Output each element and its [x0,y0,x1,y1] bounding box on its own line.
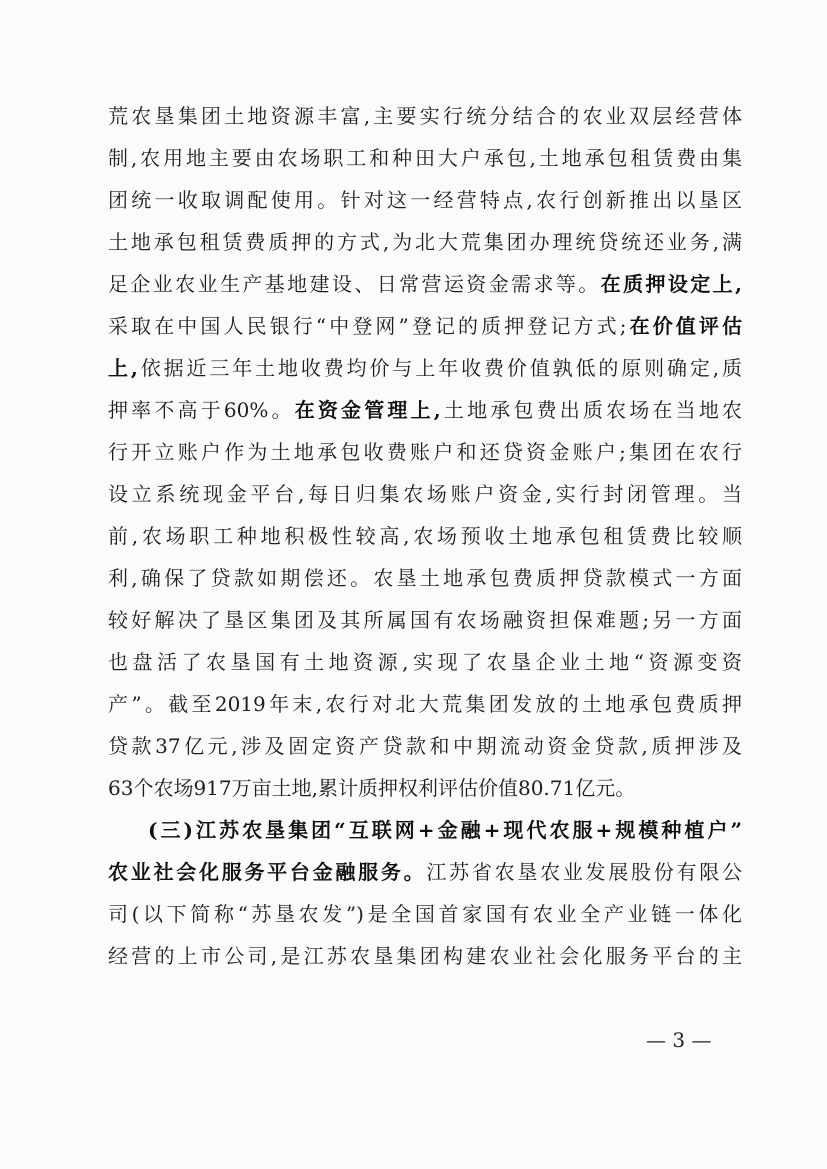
text-segment: 贷款37亿元,涉及固定资产贷款和中期流动资金贷款,质押涉及 [108,734,742,758]
text-line [108,767,742,809]
text-segment: 前,农场职工种地积极性较高,农场预收土地承包租赁费比较顺 [108,524,742,548]
text-segment: 土地承包租赁费质押的方式,为北大荒集团办理统贷统还业务,满 [108,230,742,254]
document-body [108,95,742,977]
text-line [108,473,742,515]
text-segment: 设立系统现金平台,每日归集农场账户资金,实行封闭管理。当 [108,482,742,506]
text-segment: 利,确保了贷款如期偿还。农垦土地承包费质押贷款模式一方面 [108,566,742,590]
text-segment: 押率不高于60%。 [108,398,295,422]
text-line [108,851,742,893]
text-segment: 63个农场917万亩土地,累计质押权利评估价值80.71亿元。 [108,776,636,800]
text-line [108,263,742,305]
text-segment: 行开立账户作为土地承包收费账户和还贷资金账户;集团在农行 [108,440,742,464]
text-segment: 采取在中国人民银行“中登网”登记的质押登记方式; [108,314,627,338]
text-line [108,389,742,431]
text-line [108,137,742,179]
page-number: — 3 — [646,1028,712,1052]
text-segment: 也盘活了农垦国有土地资源,实现了农垦企业土地“资源变资 [108,650,742,674]
bold-text-segment: 在价值评估 [626,314,742,338]
bold-text-segment: (三)江苏农垦集团“互联网+金融+现代农服+规模种植户” [148,818,742,842]
bold-text-segment: 在质押设定上, [600,272,742,296]
text-segment: 依据近三年土地收费均价与上年收费价值孰低的原则确定,质 [137,356,742,380]
text-line [108,95,742,137]
bold-text-segment: 农业社会化服务平台金融服务。 [108,860,427,884]
text-line [108,641,742,683]
text-line [108,221,742,263]
text-line [108,809,742,851]
text-line [108,893,742,935]
text-segment: 产”。截至2019年末,农行对北大荒集团发放的土地承包费质押 [108,692,742,716]
text-segment: 江苏省农垦农业发展股份有限公 [426,860,742,884]
text-line [108,515,742,557]
bold-text-segment: 上, [108,356,138,380]
text-line [108,431,742,473]
text-line [108,557,742,599]
bold-text-segment: 在资金管理上, [294,398,441,422]
text-line [108,347,742,389]
text-segment: 荒农垦集团土地资源丰富,主要实行统分结合的农业双层经营体 [108,104,742,128]
text-segment: 制,农用地主要由农场职工和种田大户承包,土地承包租赁费由集 [108,146,742,170]
text-segment: 土地承包费出质农场在当地农 [440,398,742,422]
text-line [108,725,742,767]
text-segment: 司(以下简称“苏垦农发”)是全国首家国有农业全产业链一体化 [108,902,742,926]
text-line [108,179,742,221]
text-line [108,305,742,347]
text-segment: 经营的上市公司,是江苏农垦集团构建农业社会化服务平台的主 [108,944,742,968]
text-segment: 足企业农业生产基地建设、日常营运资金需求等。 [108,272,601,296]
text-line [108,683,742,725]
text-line [108,935,742,977]
text-segment: 较好解决了垦区集团及其所属国有农场融资担保难题;另一方面 [108,608,742,632]
text-line [108,599,742,641]
text-segment: 团统一收取调配使用。针对这一经营特点,农行创新推出以垦区 [108,188,742,212]
